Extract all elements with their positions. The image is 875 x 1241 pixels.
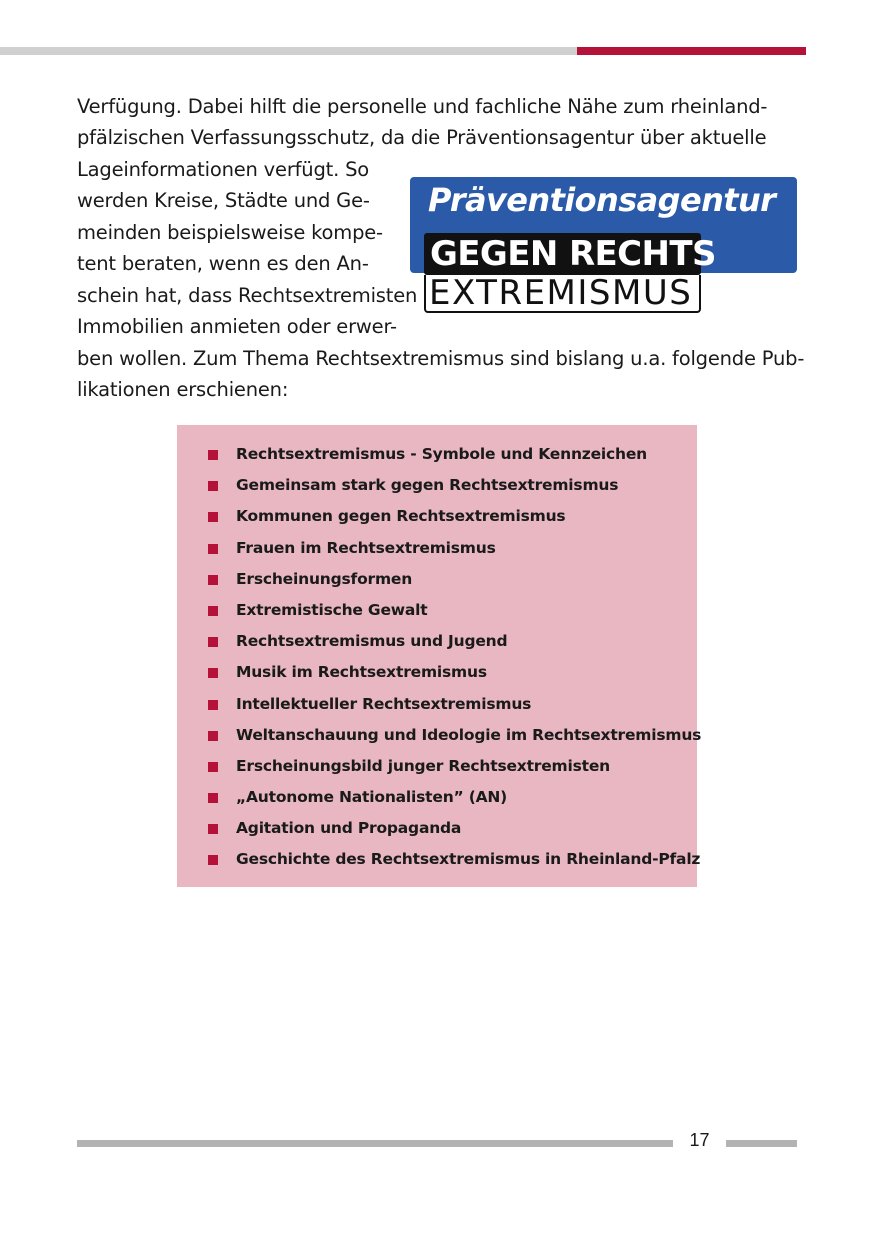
list-item <box>177 844 701 875</box>
page-number: 17 <box>689 1130 710 1150</box>
publication-title: Musik im Rechtsextremismus <box>236 663 487 682</box>
paragraph-line: Immobilien anmieten oder erwer- <box>77 315 397 338</box>
paragraph-line: pfälzischen Verfassungsschutz, da die Präventionsagentur über aktuelle <box>77 126 767 149</box>
publication-title: Frauen im Rechtsextremismus <box>236 538 496 557</box>
paragraph-line: schein hat, dass Rechtsextremisten <box>77 284 418 307</box>
logo-extremismus: EXTREMISMUS <box>429 273 693 313</box>
publications-list <box>177 439 701 876</box>
list-item <box>177 751 701 782</box>
publication-title: Geschichte des Rechtsextremismus in Rheinland-Pfalz <box>236 850 701 869</box>
list-item <box>177 439 701 470</box>
square-bullet-icon <box>208 855 218 865</box>
publication-title: Rechtsextremismus - Symbole und Kennzeichen <box>236 445 647 463</box>
logo-title: Präventionsagentur <box>428 181 776 219</box>
publications-box <box>177 425 702 887</box>
header-divider-red <box>577 47 806 55</box>
list-item <box>177 720 701 751</box>
logo-black-panel <box>424 233 716 275</box>
header-divider-gray <box>0 47 577 55</box>
list-item <box>177 564 701 595</box>
list-item <box>177 657 701 688</box>
square-bullet-icon <box>208 450 218 460</box>
publication-title: Erscheinungsformen <box>236 569 413 588</box>
list-item <box>177 595 701 626</box>
paragraph-line: werden Kreise, Städte und Ge- <box>77 189 370 212</box>
square-bullet-icon <box>208 731 218 741</box>
paragraph-line: Lageinformationen verfügt. So <box>77 158 369 181</box>
list-item <box>177 470 701 501</box>
paragraph-line: ben wollen. Zum Thema Rechtsextremismus sind bislang u.a. folgende Pub- <box>77 347 805 370</box>
square-bullet-icon <box>208 606 218 616</box>
publication-title: Erscheinungsbild junger Rechtsextremisten <box>236 756 611 775</box>
list-item <box>177 813 701 844</box>
square-bullet-icon <box>208 824 218 834</box>
paragraph-line: Verfügung. Dabei hilft die personelle und fachliche Nähe zum rheinland- <box>77 95 768 118</box>
square-bullet-icon <box>208 793 218 803</box>
logo-white-panel <box>424 275 701 313</box>
paragraph-line: tent beraten, wenn es den An- <box>77 252 369 275</box>
publication-title: Extremistische Gewalt <box>236 600 428 619</box>
square-bullet-icon <box>208 512 218 522</box>
list-item <box>177 533 701 564</box>
list-item <box>177 782 701 813</box>
paragraph-line: likationen erschienen: <box>77 378 289 401</box>
publication-title: Rechtsextremismus und Jugend <box>236 632 508 651</box>
footer-divider-left <box>77 1140 673 1147</box>
publication-title: Intellektueller Rechtsextremismus <box>236 694 532 713</box>
footer-divider-right <box>726 1140 797 1147</box>
square-bullet-icon <box>208 637 218 647</box>
publication-title: „Autonome Nationalisten” (AN) <box>236 788 508 807</box>
list-item <box>177 501 701 532</box>
square-bullet-icon <box>208 575 218 585</box>
list-item <box>177 626 701 657</box>
square-bullet-icon <box>208 544 218 554</box>
publication-title: Kommunen gegen Rechtsextremismus <box>236 507 566 526</box>
paragraph-line: meinden beispielsweise kompe- <box>77 221 383 244</box>
publication-title: Weltanschauung und Ideologie im Rechtsextremismus <box>236 725 702 744</box>
praeventionsagentur-logo <box>410 177 797 317</box>
list-item <box>177 689 701 720</box>
logo-gegen-rechts: GEGEN RECHTS <box>430 234 716 274</box>
square-bullet-icon <box>208 668 218 678</box>
publication-title: Agitation und Propaganda <box>236 819 462 838</box>
publication-title: Gemeinsam stark gegen Rechtsextremismus <box>236 476 619 495</box>
square-bullet-icon <box>208 762 218 772</box>
square-bullet-icon <box>208 481 218 491</box>
square-bullet-icon <box>208 700 218 710</box>
